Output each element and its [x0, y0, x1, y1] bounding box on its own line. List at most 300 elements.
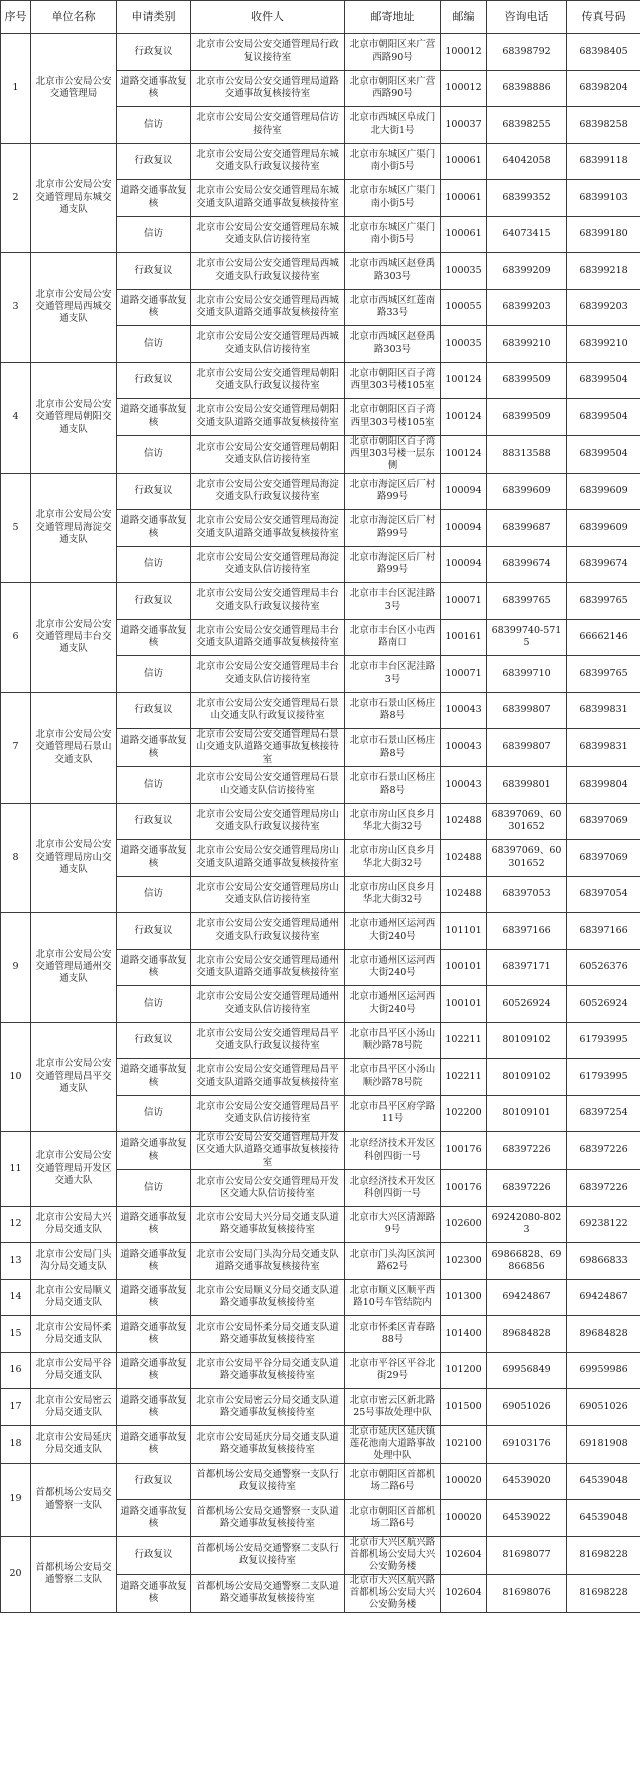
phone-number: 81698076 — [487, 1574, 567, 1612]
phone-number: 69051026 — [487, 1389, 567, 1426]
header-zip: 邮编 — [441, 1, 487, 34]
recipient: 北京市公安局平谷分局交通支队道路交通事故复核接待室 — [191, 1352, 345, 1389]
postal-code: 101300 — [441, 1279, 487, 1316]
postal-code: 100176 — [441, 1170, 487, 1207]
postal-code: 100020 — [441, 1500, 487, 1537]
phone-number: 88313588 — [487, 435, 567, 473]
recipient: 北京市公安局密云分局交通支队道路交通事故复核接待室 — [191, 1389, 345, 1426]
phone-number: 81698077 — [487, 1536, 567, 1574]
phone-number: 68399203 — [487, 289, 567, 326]
unit-name: 北京市公安局平谷分局交通支队 — [31, 1352, 117, 1389]
table-row — [1, 583, 640, 620]
postal-code: 100124 — [441, 362, 487, 399]
mailing-address: 北京市昌平区小汤山顺沙路78号院 — [345, 1059, 441, 1096]
fax-number: 68398405 — [567, 34, 640, 71]
table-row — [1, 1352, 640, 1389]
mailing-address: 北京市平谷区平谷北街29号 — [345, 1352, 441, 1389]
fax-number: 68397226 — [567, 1132, 640, 1170]
table-row — [1, 1463, 640, 1500]
application-type: 道路交通事故复核 — [117, 1425, 191, 1463]
mailing-address: 北京市海淀区后厂村路99号 — [345, 473, 441, 510]
phone-number: 68399609 — [487, 473, 567, 510]
fax-number: 68397166 — [567, 913, 640, 950]
application-type: 信访 — [117, 656, 191, 693]
recipient: 首都机场公安局交通警察一支队行政复议接待室 — [191, 1463, 345, 1500]
postal-code: 100161 — [441, 619, 487, 656]
table-row — [1, 1022, 640, 1059]
application-type: 行政复议 — [117, 253, 191, 290]
fax-number: 68398204 — [567, 70, 640, 107]
table-row — [1, 1316, 640, 1353]
application-type: 行政复议 — [117, 143, 191, 180]
recipient: 北京市公安局公安交通管理局石景山交通支队道路交通事故复核接待室 — [191, 729, 345, 767]
fax-number: 68399103 — [567, 180, 640, 217]
fax-number: 68399831 — [567, 692, 640, 729]
fax-number: 69866833 — [567, 1243, 640, 1280]
header-address: 邮寄地址 — [345, 1, 441, 34]
mailing-address: 北京市延庆区延庆镇莲花池南大道路事故处理中队 — [345, 1425, 441, 1463]
row-number: 4 — [1, 362, 31, 473]
recipient: 北京市公安局公安交通管理局朝阳交通支队行政复议接待室 — [191, 362, 345, 399]
phone-number: 68397069、60301652 — [487, 840, 567, 877]
row-number: 5 — [1, 473, 31, 583]
unit-name: 北京市公安局公安交通管理局西城交通支队 — [31, 253, 117, 363]
recipient: 北京市公安局公安交通管理局西城交通支队信访接待室 — [191, 326, 345, 363]
unit-name: 北京市公安局公安交通管理局朝阳交通支队 — [31, 362, 117, 473]
phone-number: 68397166 — [487, 913, 567, 950]
application-type: 道路交通事故复核 — [117, 729, 191, 767]
recipient: 北京市公安局公安交通管理局昌平交通支队道路交通事故复核接待室 — [191, 1059, 345, 1096]
fax-number: 68399765 — [567, 656, 640, 693]
phone-number: 80109102 — [487, 1059, 567, 1096]
unit-name: 北京市公安局公安交通管理局海淀交通支队 — [31, 473, 117, 583]
row-number: 2 — [1, 143, 31, 253]
mailing-address: 北京市通州区运河西大街240号 — [345, 913, 441, 950]
postal-code: 100061 — [441, 216, 487, 253]
mailing-address: 北京经济技术开发区科创四街一号 — [345, 1132, 441, 1170]
header-type: 申请类别 — [117, 1, 191, 34]
postal-code: 102488 — [441, 840, 487, 877]
mailing-address: 北京市密云区新北路25号事故处理中队 — [345, 1389, 441, 1426]
mailing-address: 北京市西城区阜成门北大街1号 — [345, 107, 441, 144]
recipient: 北京市公安局公安交通管理局开发区交通大队信访接待室 — [191, 1170, 345, 1207]
fax-number: 81698228 — [567, 1536, 640, 1574]
fax-number: 68399609 — [567, 473, 640, 510]
phone-number: 68398255 — [487, 107, 567, 144]
recipient: 首都机场公安局交通警察一支队道路交通事故复核接待室 — [191, 1500, 345, 1537]
postal-code: 100094 — [441, 546, 487, 583]
row-number: 16 — [1, 1352, 31, 1389]
application-type: 道路交通事故复核 — [117, 1500, 191, 1537]
mailing-address: 北京市东城区广渠门南小街5号 — [345, 216, 441, 253]
phone-number: 68398792 — [487, 34, 567, 71]
recipient: 北京市公安局公安交通管理局东城交通支队道路交通事故复核接待室 — [191, 180, 345, 217]
recipient: 北京市公安局门头沟分局交通支队道路交通事故复核接待室 — [191, 1243, 345, 1280]
application-type: 道路交通事故复核 — [117, 1316, 191, 1353]
fax-number: 66662146 — [567, 619, 640, 656]
header-phone: 咨询电话 — [487, 1, 567, 34]
row-number: 17 — [1, 1389, 31, 1426]
phone-number: 68399765 — [487, 583, 567, 620]
fax-number: 69424867 — [567, 1279, 640, 1316]
application-type: 行政复议 — [117, 473, 191, 510]
postal-code: 100101 — [441, 949, 487, 986]
postal-code: 100035 — [441, 253, 487, 290]
fax-number: 68397254 — [567, 1095, 640, 1132]
row-number: 7 — [1, 692, 31, 803]
application-type: 道路交通事故复核 — [117, 70, 191, 107]
fax-number: 60526924 — [567, 986, 640, 1023]
mailing-address: 北京市石景山区杨庄路8号 — [345, 729, 441, 767]
recipient: 首都机场公安局交通警察二支队道路交通事故复核接待室 — [191, 1574, 345, 1612]
recipient: 北京市公安局公安交通管理局东城交通支队行政复议接待室 — [191, 143, 345, 180]
application-type: 道路交通事故复核 — [117, 619, 191, 656]
postal-code: 100071 — [441, 656, 487, 693]
application-type: 行政复议 — [117, 362, 191, 399]
mailing-address: 北京市顺义区顺平西路10号车管结院内 — [345, 1279, 441, 1316]
table-row — [1, 1389, 640, 1426]
fax-number: 68399118 — [567, 143, 640, 180]
fax-number: 68398258 — [567, 107, 640, 144]
phone-number: 64539022 — [487, 1500, 567, 1537]
fax-number: 60526376 — [567, 949, 640, 986]
phone-number: 68399674 — [487, 546, 567, 583]
application-type: 道路交通事故复核 — [117, 949, 191, 986]
phone-number: 68399509 — [487, 362, 567, 399]
mailing-address: 北京市海淀区后厂村路99号 — [345, 510, 441, 547]
postal-code: 101101 — [441, 913, 487, 950]
table-row — [1, 34, 640, 71]
recipient: 北京市公安局公安交通管理局海淀交通支队信访接待室 — [191, 546, 345, 583]
application-type: 信访 — [117, 546, 191, 583]
postal-code: 100061 — [441, 180, 487, 217]
row-number: 13 — [1, 1243, 31, 1280]
phone-number: 68399687 — [487, 510, 567, 547]
postal-code: 102600 — [441, 1206, 487, 1243]
application-type: 信访 — [117, 876, 191, 913]
recipient: 北京市公安局公安交通管理局石景山交通支队行政复议接待室 — [191, 692, 345, 729]
recipient: 北京市公安局公安交通管理局信访接待室 — [191, 107, 345, 144]
postal-code: 102488 — [441, 876, 487, 913]
phone-number: 68397171 — [487, 949, 567, 986]
fax-number: 68399831 — [567, 729, 640, 767]
phone-number: 68399352 — [487, 180, 567, 217]
fax-number: 68399180 — [567, 216, 640, 253]
mailing-address: 北京市东城区广渠门南小街5号 — [345, 180, 441, 217]
postal-code: 102211 — [441, 1059, 487, 1096]
fax-number: 68397069 — [567, 840, 640, 877]
application-type: 信访 — [117, 1170, 191, 1207]
fax-number: 68397226 — [567, 1170, 640, 1207]
application-type: 行政复议 — [117, 692, 191, 729]
table-row — [1, 1132, 640, 1170]
postal-code: 102200 — [441, 1095, 487, 1132]
phone-number: 68399807 — [487, 729, 567, 767]
mailing-address: 北京市朝阳区百子湾西里303号楼一层东侧 — [345, 435, 441, 473]
phone-number: 69866828、69866856 — [487, 1243, 567, 1280]
application-type: 行政复议 — [117, 1463, 191, 1500]
application-type: 行政复议 — [117, 583, 191, 620]
application-type: 信访 — [117, 107, 191, 144]
fax-number: 68399674 — [567, 546, 640, 583]
recipient: 北京市公安局顺义分局交通支队道路交通事故复核接待室 — [191, 1279, 345, 1316]
mailing-address: 北京市大兴区清源路9号 — [345, 1206, 441, 1243]
recipient: 北京市公安局公安交通管理局朝阳交通支队信访接待室 — [191, 435, 345, 473]
mailing-address: 北京市朝阳区百子湾西里303号楼105室 — [345, 362, 441, 399]
phone-number: 68399710 — [487, 656, 567, 693]
mailing-address: 北京市海淀区后厂村路99号 — [345, 546, 441, 583]
table-row — [1, 1243, 640, 1280]
fax-number: 68399609 — [567, 510, 640, 547]
table-row — [1, 1206, 640, 1243]
fax-number: 68397069 — [567, 803, 640, 840]
unit-name: 北京市公安局怀柔分局交通支队 — [31, 1316, 117, 1353]
unit-name: 首都机场公安局交通警察一支队 — [31, 1463, 117, 1536]
table-row — [1, 473, 640, 510]
postal-code: 100035 — [441, 326, 487, 363]
phone-number: 69424867 — [487, 1279, 567, 1316]
mailing-address: 北京市朝阳区首都机场二路6号 — [345, 1500, 441, 1537]
fax-number: 68399504 — [567, 399, 640, 436]
fax-number: 69181908 — [567, 1425, 640, 1463]
recipient: 北京市公安局公安交通管理局行政复议接待室 — [191, 34, 345, 71]
postal-code: 100055 — [441, 289, 487, 326]
recipient: 北京市公安局公安交通管理局西城交通支队行政复议接待室 — [191, 253, 345, 290]
application-type: 道路交通事故复核 — [117, 1279, 191, 1316]
phone-number: 68398886 — [487, 70, 567, 107]
application-type: 道路交通事故复核 — [117, 180, 191, 217]
phone-number: 68399807 — [487, 692, 567, 729]
mailing-address: 北京市房山区良乡月华北大街32号 — [345, 876, 441, 913]
phone-number: 80109101 — [487, 1095, 567, 1132]
postal-code: 101200 — [441, 1352, 487, 1389]
recipient: 北京市公安局公安交通管理局房山交通支队信访接待室 — [191, 876, 345, 913]
phone-number: 68399801 — [487, 767, 567, 804]
table-row — [1, 913, 640, 950]
recipient: 北京市公安局公安交通管理局海淀交通支队道路交通事故复核接待室 — [191, 510, 345, 547]
mailing-address: 北京市丰台区泥洼路3号 — [345, 656, 441, 693]
postal-code: 101400 — [441, 1316, 487, 1353]
unit-name: 首都机场公安局交通警察二支队 — [31, 1536, 117, 1612]
application-type: 道路交通事故复核 — [117, 1352, 191, 1389]
row-number: 14 — [1, 1279, 31, 1316]
fax-number: 89684828 — [567, 1316, 640, 1353]
postal-code: 102211 — [441, 1022, 487, 1059]
mailing-address: 北京市丰台区小屯西路南口 — [345, 619, 441, 656]
unit-name: 北京市公安局门头沟分局交通支队 — [31, 1243, 117, 1280]
postal-code: 100043 — [441, 692, 487, 729]
table-row — [1, 692, 640, 729]
mailing-address: 北京市朝阳区来广营西路90号 — [345, 34, 441, 71]
fax-number: 68397054 — [567, 876, 640, 913]
header-unit: 单位名称 — [31, 1, 117, 34]
phone-number: 69103176 — [487, 1425, 567, 1463]
header-recipient: 收件人 — [191, 1, 345, 34]
row-number: 10 — [1, 1022, 31, 1132]
row-number: 9 — [1, 913, 31, 1023]
fax-number: 68399210 — [567, 326, 640, 363]
postal-code: 100101 — [441, 986, 487, 1023]
recipient: 北京市公安局公安交通管理局昌平交通支队信访接待室 — [191, 1095, 345, 1132]
recipient: 北京市公安局公安交通管理局通州交通支队信访接待室 — [191, 986, 345, 1023]
application-type: 信访 — [117, 216, 191, 253]
recipient: 北京市公安局公安交通管理局朝阳交通支队道路交通事故复核接待室 — [191, 399, 345, 436]
mailing-address: 北京市通州区运河西大街240号 — [345, 986, 441, 1023]
unit-name: 北京市公安局公安交通管理局石景山交通支队 — [31, 692, 117, 803]
fax-number: 68399203 — [567, 289, 640, 326]
application-type: 行政复议 — [117, 1536, 191, 1574]
phone-number: 68399209 — [487, 253, 567, 290]
fax-number: 69051026 — [567, 1389, 640, 1426]
mailing-address: 北京市西城区红莲南路33号 — [345, 289, 441, 326]
fax-number: 68399765 — [567, 583, 640, 620]
recipient: 首都机场公安局交通警察二支队行政复议接待室 — [191, 1536, 345, 1574]
row-number: 1 — [1, 34, 31, 144]
recipient: 北京市公安局公安交通管理局房山交通支队行政复议接待室 — [191, 803, 345, 840]
phone-number: 89684828 — [487, 1316, 567, 1353]
mailing-address: 北京市西城区赵登禹路303号 — [345, 253, 441, 290]
application-type: 信访 — [117, 1095, 191, 1132]
table-row — [1, 1536, 640, 1574]
postal-code: 102488 — [441, 803, 487, 840]
mailing-address: 北京市门头沟区滨河路62号 — [345, 1243, 441, 1280]
application-type: 道路交通事故复核 — [117, 840, 191, 877]
fax-number: 81698228 — [567, 1574, 640, 1612]
application-type: 道路交通事故复核 — [117, 1132, 191, 1170]
recipient: 北京市公安局公安交通管理局东城交通支队信访接待室 — [191, 216, 345, 253]
fax-number: 68399504 — [567, 362, 640, 399]
row-number: 15 — [1, 1316, 31, 1353]
postal-code: 100061 — [441, 143, 487, 180]
mailing-address: 北京市朝阳区首都机场二路6号 — [345, 1463, 441, 1500]
postal-code: 100043 — [441, 767, 487, 804]
application-type: 道路交通事故复核 — [117, 510, 191, 547]
unit-name: 北京市公安局公安交通管理局昌平交通支队 — [31, 1022, 117, 1132]
postal-code: 100071 — [441, 583, 487, 620]
application-type: 道路交通事故复核 — [117, 1206, 191, 1243]
mailing-address: 北京市石景山区杨庄路8号 — [345, 692, 441, 729]
phone-number: 69242080-8023 — [487, 1206, 567, 1243]
mailing-address: 北京市房山区良乡月华北大街32号 — [345, 840, 441, 877]
mailing-address: 北京市通州区运河西大街240号 — [345, 949, 441, 986]
application-type: 信访 — [117, 986, 191, 1023]
phone-number: 69956849 — [487, 1352, 567, 1389]
table-row — [1, 1279, 640, 1316]
phone-number: 68397069、60301652 — [487, 803, 567, 840]
postal-code: 102300 — [441, 1243, 487, 1280]
application-type: 行政复议 — [117, 1022, 191, 1059]
application-type: 信访 — [117, 767, 191, 804]
mailing-address: 北京经济技术开发区科创四街一号 — [345, 1170, 441, 1207]
recipient: 北京市公安局公安交通管理局通州交通支队道路交通事故复核接待室 — [191, 949, 345, 986]
application-type: 道路交通事故复核 — [117, 1389, 191, 1426]
postal-code: 100176 — [441, 1132, 487, 1170]
mailing-address: 北京市朝阳区百子湾西里303号楼105室 — [345, 399, 441, 436]
postal-code: 100124 — [441, 399, 487, 436]
postal-code: 100094 — [441, 510, 487, 547]
recipient: 北京市公安局公安交通管理局丰台交通支队道路交通事故复核接待室 — [191, 619, 345, 656]
table-row — [1, 253, 640, 290]
postal-code: 100012 — [441, 70, 487, 107]
fax-number: 68399804 — [567, 767, 640, 804]
fax-number: 61793995 — [567, 1059, 640, 1096]
application-type: 信访 — [117, 326, 191, 363]
table-row — [1, 143, 640, 180]
mailing-address: 北京市石景山区杨庄路8号 — [345, 767, 441, 804]
application-type: 信访 — [117, 435, 191, 473]
recipient: 北京市公安局公安交通管理局石景山交通支队信访接待室 — [191, 767, 345, 804]
row-number: 20 — [1, 1536, 31, 1612]
mailing-address: 北京市西城区赵登禹路303号 — [345, 326, 441, 363]
recipient: 北京市公安局公安交通管理局开发区交通大队道路交通事故复核接待室 — [191, 1132, 345, 1170]
unit-name: 北京市公安局大兴分局交通支队 — [31, 1206, 117, 1243]
postal-code: 102100 — [441, 1425, 487, 1463]
recipient: 北京市公安局公安交通管理局道路交通事故复核接待室 — [191, 70, 345, 107]
recipient: 北京市公安局公安交通管理局西城交通支队道路交通事故复核接待室 — [191, 289, 345, 326]
recipient: 北京市公安局延庆分局交通支队道路交通事故复核接待室 — [191, 1425, 345, 1463]
table-row — [1, 362, 640, 399]
application-type: 行政复议 — [117, 34, 191, 71]
unit-name: 北京市公安局公安交通管理局开发区交通大队 — [31, 1132, 117, 1207]
recipient: 北京市公安局公安交通管理局房山交通支队道路交通事故复核接待室 — [191, 840, 345, 877]
row-number: 12 — [1, 1206, 31, 1243]
fax-number: 69238122 — [567, 1206, 640, 1243]
mailing-address: 北京市大兴区航兴路首都机场公安局大兴公安勤务楼 — [345, 1574, 441, 1612]
phone-number: 68397226 — [487, 1132, 567, 1170]
unit-name: 北京市公安局公安交通管理局 — [31, 34, 117, 144]
fax-number: 68399504 — [567, 435, 640, 473]
postal-code: 102604 — [441, 1536, 487, 1574]
unit-name: 北京市公安局顺义分局交通支队 — [31, 1279, 117, 1316]
application-type: 道路交通事故复核 — [117, 1574, 191, 1612]
row-number: 19 — [1, 1463, 31, 1536]
recipient: 北京市公安局公安交通管理局丰台交通支队信访接待室 — [191, 656, 345, 693]
row-number: 6 — [1, 583, 31, 693]
phone-number: 68397226 — [487, 1170, 567, 1207]
recipient: 北京市公安局怀柔分局交通支队道路交通事故复核接待室 — [191, 1316, 345, 1353]
application-type: 道路交通事故复核 — [117, 1243, 191, 1280]
row-number: 18 — [1, 1425, 31, 1463]
mailing-address: 北京市房山区良乡月华北大街32号 — [345, 803, 441, 840]
recipient: 北京市公安局大兴分局交通支队道路交通事故复核接待室 — [191, 1206, 345, 1243]
recipient: 北京市公安局公安交通管理局昌平交通支队行政复议接待室 — [191, 1022, 345, 1059]
header-row — [1, 1, 640, 34]
phone-number: 68399740-5715 — [487, 619, 567, 656]
table-row — [1, 803, 640, 840]
mailing-address: 北京市东城区广渠门南小街5号 — [345, 143, 441, 180]
recipient: 北京市公安局公安交通管理局通州交通支队行政复议接待室 — [191, 913, 345, 950]
fax-number: 61793995 — [567, 1022, 640, 1059]
phone-number: 60526924 — [487, 986, 567, 1023]
mailing-address: 北京市朝阳区来广营西路90号 — [345, 70, 441, 107]
recipient: 北京市公安局公安交通管理局海淀交通支队行政复议接待室 — [191, 473, 345, 510]
application-type: 行政复议 — [117, 803, 191, 840]
phone-number: 68397053 — [487, 876, 567, 913]
table-body — [1, 34, 640, 1613]
header-fax: 传真号码 — [567, 1, 640, 34]
mailing-address: 北京市怀柔区青春路88号 — [345, 1316, 441, 1353]
postal-code: 100124 — [441, 435, 487, 473]
postal-code: 100043 — [441, 729, 487, 767]
unit-name: 北京市公安局公安交通管理局东城交通支队 — [31, 143, 117, 253]
phone-number: 68399210 — [487, 326, 567, 363]
phone-number: 68399509 — [487, 399, 567, 436]
postal-code: 100094 — [441, 473, 487, 510]
fax-number: 64539048 — [567, 1463, 640, 1500]
phone-number: 64042058 — [487, 143, 567, 180]
fax-number: 69959986 — [567, 1352, 640, 1389]
application-type: 道路交通事故复核 — [117, 1059, 191, 1096]
